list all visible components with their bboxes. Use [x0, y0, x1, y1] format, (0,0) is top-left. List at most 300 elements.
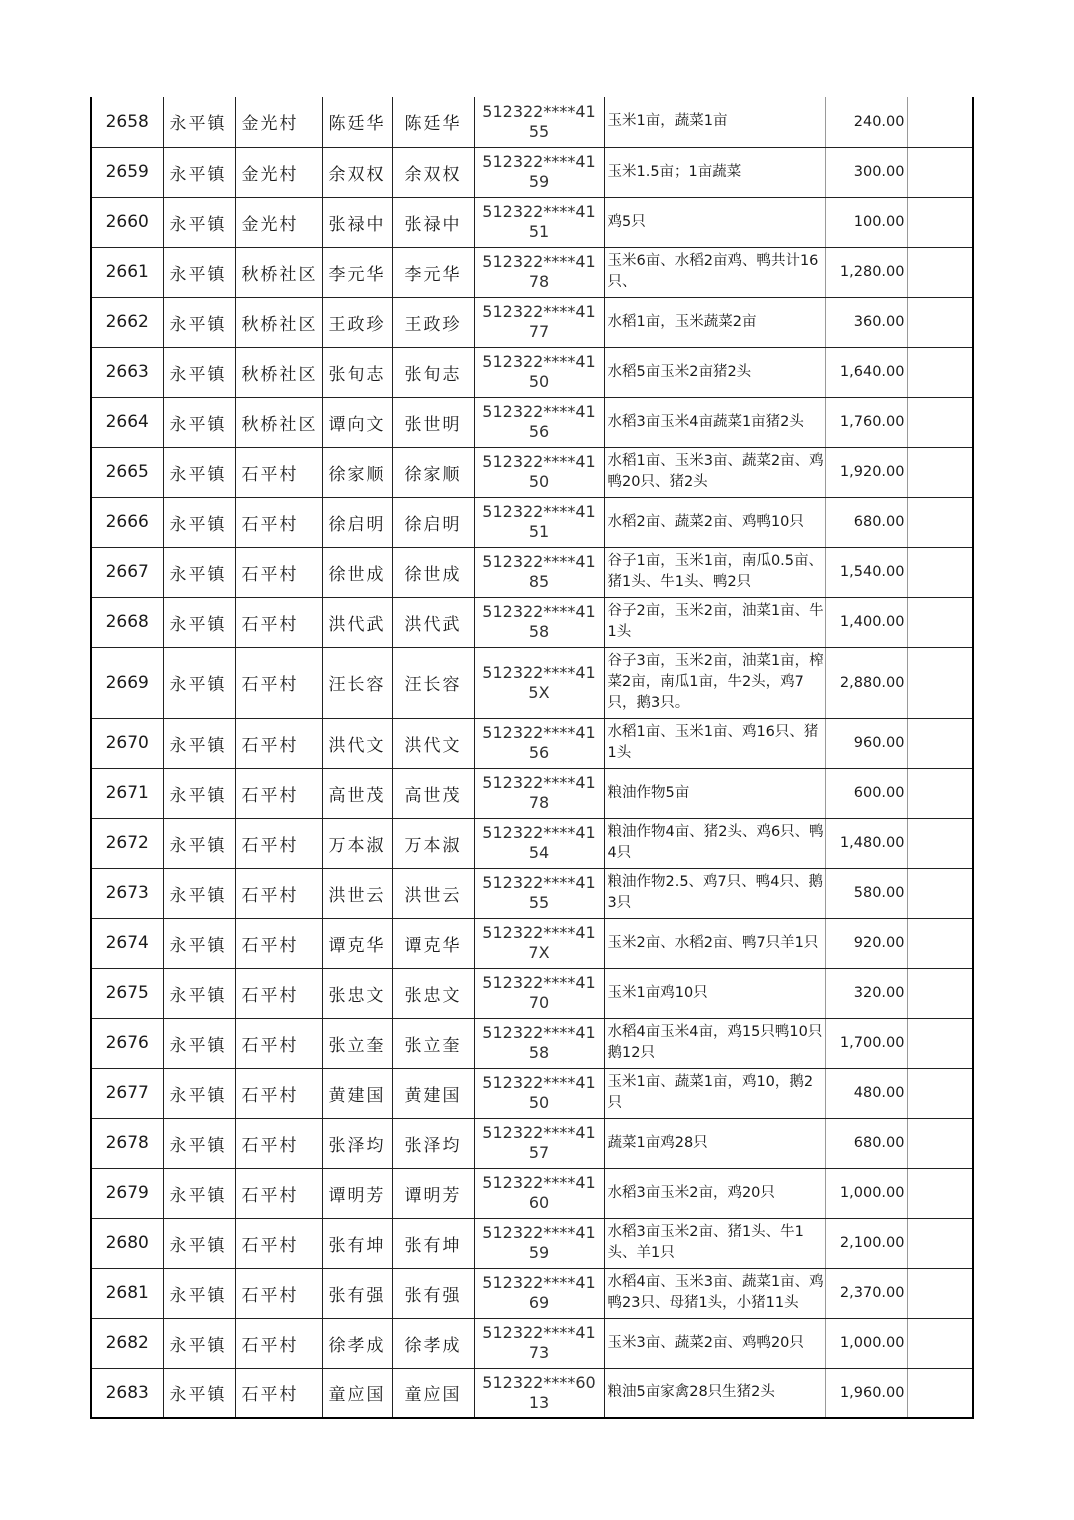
town-cell: 永平镇 — [163, 1168, 235, 1218]
amount-cell: 320.00 — [825, 968, 907, 1018]
id-number-line-2: 85 — [528, 572, 550, 591]
serial-number-cell: 2683 — [91, 1368, 163, 1418]
remark-cell — [907, 718, 973, 768]
id-number-cell — [474, 968, 604, 1018]
serial-number-cell: 2675 — [91, 968, 163, 1018]
village-cell: 石平村 — [235, 647, 322, 718]
id-number-line-1: 512322****41 — [482, 152, 596, 171]
item-cell: 水稻1亩，玉米蔬菜2亩 — [604, 297, 825, 347]
id-number-line-2: 51 — [528, 522, 550, 541]
remark-cell — [907, 347, 973, 397]
item-cell: 水稻3亩玉米2亩、猪1头、牛1头、羊1只 — [604, 1218, 825, 1268]
name-cell: 王政珍 — [322, 297, 392, 347]
remark-cell — [907, 397, 973, 447]
item-cell: 玉米1亩，蔬菜1亩 — [604, 97, 825, 147]
name-cell: 张有强 — [322, 1268, 392, 1318]
village-cell: 金光村 — [235, 97, 322, 147]
remark-cell — [907, 1268, 973, 1318]
payee-cell: 陈廷华 — [392, 97, 474, 147]
item-cell: 水稻1亩、玉米3亩、蔬菜2亩、鸡鸭20只、猪2头 — [604, 447, 825, 497]
id-number-line-1: 512322****41 — [482, 402, 596, 421]
name-cell: 万本淑 — [322, 818, 392, 868]
name-cell: 张泽均 — [322, 1118, 392, 1168]
payee-cell: 张泽均 — [392, 1118, 474, 1168]
name-cell: 汪长容 — [322, 647, 392, 718]
village-cell: 石平村 — [235, 768, 322, 818]
table-row — [91, 868, 973, 918]
village-cell: 石平村 — [235, 868, 322, 918]
id-number-line-2: 59 — [528, 1243, 550, 1262]
village-cell: 石平村 — [235, 1218, 322, 1268]
remark-cell — [907, 547, 973, 597]
payee-cell: 万本淑 — [392, 818, 474, 868]
id-number-line-2: 70 — [528, 993, 550, 1012]
serial-number-cell: 2661 — [91, 247, 163, 297]
serial-number-cell: 2663 — [91, 347, 163, 397]
id-number-line-2: 50 — [528, 472, 550, 491]
amount-cell: 240.00 — [825, 97, 907, 147]
item-cell: 玉米6亩、水稻2亩鸡、鸭共计16只、 — [604, 247, 825, 297]
name-cell: 徐家顺 — [322, 447, 392, 497]
amount-cell: 1,920.00 — [825, 447, 907, 497]
name-cell: 谭向文 — [322, 397, 392, 447]
id-number-cell — [474, 397, 604, 447]
amount-cell: 680.00 — [825, 497, 907, 547]
remark-cell — [907, 868, 973, 918]
remark-cell — [907, 97, 973, 147]
item-cell: 水稻3亩玉米2亩，鸡20只 — [604, 1168, 825, 1218]
table-row — [91, 1218, 973, 1268]
remark-cell — [907, 1068, 973, 1118]
table-row — [91, 297, 973, 347]
village-cell: 石平村 — [235, 818, 322, 868]
village-cell: 石平村 — [235, 497, 322, 547]
table-row — [91, 1268, 973, 1318]
town-cell: 永平镇 — [163, 647, 235, 718]
item-cell: 玉米2亩、水稻2亩、鸭7只羊1只 — [604, 918, 825, 968]
id-number-line-1: 512322****41 — [482, 873, 596, 892]
item-cell: 蔬菜1亩鸡28只 — [604, 1118, 825, 1168]
serial-number-cell: 2664 — [91, 397, 163, 447]
village-cell: 石平村 — [235, 547, 322, 597]
payee-cell: 谭明芳 — [392, 1168, 474, 1218]
id-number-line-1: 512322****41 — [482, 552, 596, 571]
table-row — [91, 968, 973, 1018]
payee-cell: 汪长容 — [392, 647, 474, 718]
id-number-cell — [474, 1368, 604, 1418]
town-cell: 永平镇 — [163, 547, 235, 597]
village-cell: 石平村 — [235, 1068, 322, 1118]
item-cell: 谷子3亩，玉米2亩，油菜1亩，榨菜2亩，南瓜1亩，牛2头，鸡7只，鹅3只。 — [604, 647, 825, 718]
id-number-cell — [474, 1268, 604, 1318]
item-cell: 水稻5亩玉米2亩猪2头 — [604, 347, 825, 397]
id-number-line-2: 73 — [528, 1343, 550, 1362]
payee-cell: 王政珍 — [392, 297, 474, 347]
id-number-line-1: 512322****41 — [482, 202, 596, 221]
name-cell: 洪世云 — [322, 868, 392, 918]
item-cell: 玉米1亩鸡10只 — [604, 968, 825, 1018]
serial-number-cell: 2676 — [91, 1018, 163, 1068]
id-number-line-2: 57 — [528, 1143, 550, 1162]
id-number-line-1: 512322****41 — [482, 923, 596, 942]
id-number-cell — [474, 1068, 604, 1118]
id-number-line-1: 512322****41 — [482, 1123, 596, 1142]
town-cell: 永平镇 — [163, 868, 235, 918]
remark-cell — [907, 297, 973, 347]
payee-cell: 张立奎 — [392, 1018, 474, 1068]
table-row — [91, 447, 973, 497]
id-number-cell — [474, 1018, 604, 1068]
town-cell: 永平镇 — [163, 768, 235, 818]
village-cell: 金光村 — [235, 147, 322, 197]
amount-cell: 1,000.00 — [825, 1318, 907, 1368]
amount-cell: 2,880.00 — [825, 647, 907, 718]
payee-cell: 洪代文 — [392, 718, 474, 768]
remark-cell — [907, 1318, 973, 1368]
id-number-line-1: 512322****41 — [482, 1273, 596, 1292]
item-cell: 水稻1亩、玉米1亩、鸡16只、猪1头 — [604, 718, 825, 768]
item-cell: 谷子2亩，玉米2亩，油菜1亩、牛1头 — [604, 597, 825, 647]
amount-cell: 960.00 — [825, 718, 907, 768]
id-number-line-1: 512322****41 — [482, 1173, 596, 1192]
town-cell: 永平镇 — [163, 347, 235, 397]
id-number-cell — [474, 1218, 604, 1268]
payee-cell: 洪代武 — [392, 597, 474, 647]
item-cell: 粮油作物2.5、鸡7只、鸭4只、鹅3只 — [604, 868, 825, 918]
table-row — [91, 1118, 973, 1168]
item-cell: 水稻4亩、玉米3亩、蔬菜1亩、鸡鸭23只、母猪1头，小猪11头 — [604, 1268, 825, 1318]
payee-cell: 徐启明 — [392, 497, 474, 547]
table-row — [91, 547, 973, 597]
payee-cell: 徐家顺 — [392, 447, 474, 497]
payee-cell: 张禄中 — [392, 197, 474, 247]
id-number-cell — [474, 97, 604, 147]
remark-cell — [907, 447, 973, 497]
payee-cell: 徐世成 — [392, 547, 474, 597]
id-number-cell — [474, 1118, 604, 1168]
id-number-line-2: 78 — [528, 272, 550, 291]
town-cell: 永平镇 — [163, 718, 235, 768]
serial-number-cell: 2659 — [91, 147, 163, 197]
id-number-line-2: 78 — [528, 793, 550, 812]
id-number-line-1: 512322****41 — [482, 823, 596, 842]
item-cell: 玉米3亩、蔬菜2亩、鸡鸭20只 — [604, 1318, 825, 1368]
remark-cell — [907, 968, 973, 1018]
remark-cell — [907, 768, 973, 818]
serial-number-cell: 2666 — [91, 497, 163, 547]
remark-cell — [907, 818, 973, 868]
id-number-cell — [474, 918, 604, 968]
id-number-cell — [474, 768, 604, 818]
payee-cell: 张有坤 — [392, 1218, 474, 1268]
serial-number-cell: 2672 — [91, 818, 163, 868]
serial-number-cell: 2662 — [91, 297, 163, 347]
payee-cell: 谭克华 — [392, 918, 474, 968]
subsidy-table — [90, 97, 974, 1419]
amount-cell: 480.00 — [825, 1068, 907, 1118]
id-number-line-2: 58 — [528, 1043, 550, 1062]
table-row — [91, 768, 973, 818]
name-cell: 谭明芳 — [322, 1168, 392, 1218]
village-cell: 石平村 — [235, 718, 322, 768]
village-cell: 秋桥社区 — [235, 247, 322, 297]
id-number-line-1: 512322****41 — [482, 1073, 596, 1092]
id-number-cell — [474, 718, 604, 768]
village-cell: 石平村 — [235, 1018, 322, 1068]
id-number-cell — [474, 297, 604, 347]
name-cell: 张立奎 — [322, 1018, 392, 1068]
village-cell: 石平村 — [235, 968, 322, 1018]
id-number-line-1: 512322****41 — [482, 1323, 596, 1342]
name-cell: 陈廷华 — [322, 97, 392, 147]
item-cell: 玉米1亩、蔬菜1亩，鸡10，鹅2只 — [604, 1068, 825, 1118]
remark-cell — [907, 197, 973, 247]
serial-number-cell: 2658 — [91, 97, 163, 147]
id-number-cell — [474, 497, 604, 547]
id-number-line-1: 512322****41 — [482, 252, 596, 271]
name-cell: 张禄中 — [322, 197, 392, 247]
table-row — [91, 247, 973, 297]
id-number-cell — [474, 197, 604, 247]
amount-cell: 1,000.00 — [825, 1168, 907, 1218]
village-cell: 金光村 — [235, 197, 322, 247]
village-cell: 石平村 — [235, 447, 322, 497]
item-cell: 玉米1.5亩；1亩蔬菜 — [604, 147, 825, 197]
serial-number-cell: 2669 — [91, 647, 163, 718]
remark-cell — [907, 1218, 973, 1268]
serial-number-cell: 2667 — [91, 547, 163, 597]
town-cell: 永平镇 — [163, 397, 235, 447]
serial-number-cell: 2677 — [91, 1068, 163, 1118]
village-cell: 秋桥社区 — [235, 297, 322, 347]
payee-cell: 徐孝成 — [392, 1318, 474, 1368]
item-cell: 鸡5只 — [604, 197, 825, 247]
payee-cell: 童应国 — [392, 1368, 474, 1418]
table-row — [91, 1168, 973, 1218]
town-cell: 永平镇 — [163, 968, 235, 1018]
remark-cell — [907, 247, 973, 297]
remark-cell — [907, 497, 973, 547]
remark-cell — [907, 1168, 973, 1218]
amount-cell: 920.00 — [825, 918, 907, 968]
name-cell: 洪代武 — [322, 597, 392, 647]
payee-cell: 高世茂 — [392, 768, 474, 818]
serial-number-cell: 2668 — [91, 597, 163, 647]
village-cell: 石平村 — [235, 1118, 322, 1168]
payee-cell: 张旬志 — [392, 347, 474, 397]
serial-number-cell: 2682 — [91, 1318, 163, 1368]
town-cell: 永平镇 — [163, 1218, 235, 1268]
id-number-line-2: 69 — [528, 1293, 550, 1312]
id-number-line-2: 55 — [528, 893, 550, 912]
name-cell: 徐世成 — [322, 547, 392, 597]
amount-cell: 2,100.00 — [825, 1218, 907, 1268]
id-number-line-2: 58 — [528, 622, 550, 641]
item-cell: 粮油5亩家禽28只生猪2头 — [604, 1368, 825, 1418]
name-cell: 张有坤 — [322, 1218, 392, 1268]
table-body — [91, 97, 973, 1418]
id-number-line-2: 56 — [528, 743, 550, 762]
table-row — [91, 397, 973, 447]
id-number-cell — [474, 818, 604, 868]
remark-cell — [907, 1368, 973, 1418]
village-cell: 秋桥社区 — [235, 397, 322, 447]
item-cell: 水稻2亩、蔬菜2亩、鸡鸭10只 — [604, 497, 825, 547]
id-number-line-2: 54 — [528, 843, 550, 862]
town-cell: 永平镇 — [163, 197, 235, 247]
id-number-cell — [474, 1318, 604, 1368]
id-number-line-1: 512322****41 — [482, 723, 596, 742]
id-number-cell — [474, 597, 604, 647]
town-cell: 永平镇 — [163, 1368, 235, 1418]
amount-cell: 100.00 — [825, 197, 907, 247]
amount-cell: 1,700.00 — [825, 1018, 907, 1068]
village-cell: 石平村 — [235, 1368, 322, 1418]
town-cell: 永平镇 — [163, 147, 235, 197]
table-row — [91, 718, 973, 768]
payee-cell: 余双权 — [392, 147, 474, 197]
remark-cell — [907, 1118, 973, 1168]
amount-cell: 1,280.00 — [825, 247, 907, 297]
id-number-line-2: 50 — [528, 372, 550, 391]
amount-cell: 680.00 — [825, 1118, 907, 1168]
table-row — [91, 1368, 973, 1418]
amount-cell: 1,760.00 — [825, 397, 907, 447]
serial-number-cell: 2678 — [91, 1118, 163, 1168]
table-row — [91, 197, 973, 247]
amount-cell: 300.00 — [825, 147, 907, 197]
name-cell: 高世茂 — [322, 768, 392, 818]
table-row — [91, 818, 973, 868]
id-number-line-1: 512322****41 — [482, 662, 596, 682]
payee-cell: 张忠文 — [392, 968, 474, 1018]
id-number-line-2: 5X — [528, 682, 550, 702]
serial-number-cell: 2674 — [91, 918, 163, 968]
town-cell: 永平镇 — [163, 247, 235, 297]
serial-number-cell: 2671 — [91, 768, 163, 818]
remark-cell — [907, 1018, 973, 1068]
id-number-line-2: 60 — [528, 1193, 550, 1212]
name-cell: 张旬志 — [322, 347, 392, 397]
town-cell: 永平镇 — [163, 597, 235, 647]
id-number-line-1: 512322****41 — [482, 1023, 596, 1042]
amount-cell: 1,640.00 — [825, 347, 907, 397]
town-cell: 永平镇 — [163, 918, 235, 968]
id-number-cell — [474, 347, 604, 397]
id-number-line-2: 56 — [528, 422, 550, 441]
serial-number-cell: 2670 — [91, 718, 163, 768]
id-number-cell — [474, 1168, 604, 1218]
id-number-line-1: 512322****41 — [482, 602, 596, 621]
remark-cell — [907, 647, 973, 718]
serial-number-cell: 2681 — [91, 1268, 163, 1318]
village-cell: 秋桥社区 — [235, 347, 322, 397]
town-cell: 永平镇 — [163, 297, 235, 347]
serial-number-cell: 2660 — [91, 197, 163, 247]
id-number-cell — [474, 547, 604, 597]
item-cell: 水稻4亩玉米4亩，鸡15只鸭10只鹅12只 — [604, 1018, 825, 1068]
village-cell: 石平村 — [235, 1168, 322, 1218]
item-cell: 粮油作物5亩 — [604, 768, 825, 818]
town-cell: 永平镇 — [163, 1018, 235, 1068]
id-number-cell — [474, 447, 604, 497]
town-cell: 永平镇 — [163, 447, 235, 497]
table-row — [91, 1068, 973, 1118]
payee-cell: 黄建国 — [392, 1068, 474, 1118]
payee-cell: 张世明 — [392, 397, 474, 447]
name-cell: 李元华 — [322, 247, 392, 297]
table-row — [91, 647, 973, 718]
id-number-line-1: 512322****41 — [482, 773, 596, 792]
name-cell: 张忠文 — [322, 968, 392, 1018]
id-number-line-1: 512322****41 — [482, 101, 596, 121]
id-number-line-1: 512322****41 — [482, 1223, 596, 1242]
id-number-line-1: 512322****41 — [482, 502, 596, 521]
name-cell: 黄建国 — [322, 1068, 392, 1118]
name-cell: 徐孝成 — [322, 1318, 392, 1368]
amount-cell: 360.00 — [825, 297, 907, 347]
remark-cell — [907, 147, 973, 197]
id-number-line-1: 512322****41 — [482, 973, 596, 992]
id-number-line-1: 512322****41 — [482, 452, 596, 471]
serial-number-cell: 2680 — [91, 1218, 163, 1268]
payee-cell: 张有强 — [392, 1268, 474, 1318]
village-cell: 石平村 — [235, 597, 322, 647]
amount-cell: 580.00 — [825, 868, 907, 918]
name-cell: 洪代文 — [322, 718, 392, 768]
id-number-line-2: 77 — [528, 322, 550, 341]
id-number-line-2: 7X — [528, 943, 550, 962]
id-number-line-2: 59 — [528, 172, 550, 191]
item-cell: 粮油作物4亩、猪2头、鸡6只、鸭4只 — [604, 818, 825, 868]
id-number-line-2: 13 — [528, 1392, 550, 1412]
serial-number-cell: 2665 — [91, 447, 163, 497]
table-row — [91, 1018, 973, 1068]
id-number-line-2: 51 — [528, 222, 550, 241]
name-cell: 余双权 — [322, 147, 392, 197]
table-row — [91, 97, 973, 147]
table-row — [91, 347, 973, 397]
town-cell: 永平镇 — [163, 97, 235, 147]
id-number-line-1: 512322****41 — [482, 352, 596, 371]
id-number-cell — [474, 147, 604, 197]
id-number-line-1: 512322****41 — [482, 302, 596, 321]
id-number-cell — [474, 247, 604, 297]
table-row — [91, 597, 973, 647]
item-cell: 谷子1亩，玉米1亩，南瓜0.5亩、猪1头、牛1头、鸭2只 — [604, 547, 825, 597]
village-cell: 石平村 — [235, 1268, 322, 1318]
name-cell: 童应国 — [322, 1368, 392, 1418]
town-cell: 永平镇 — [163, 1118, 235, 1168]
name-cell: 徐启明 — [322, 497, 392, 547]
town-cell: 永平镇 — [163, 1318, 235, 1368]
amount-cell: 2,370.00 — [825, 1268, 907, 1318]
amount-cell: 600.00 — [825, 768, 907, 818]
id-number-line-1: 512322****60 — [482, 1372, 596, 1392]
remark-cell — [907, 597, 973, 647]
table-row — [91, 147, 973, 197]
table-row — [91, 497, 973, 547]
town-cell: 永平镇 — [163, 1068, 235, 1118]
id-number-line-2: 55 — [528, 121, 550, 141]
name-cell: 谭克华 — [322, 918, 392, 968]
village-cell: 石平村 — [235, 918, 322, 968]
amount-cell: 1,960.00 — [825, 1368, 907, 1418]
table-row — [91, 1318, 973, 1368]
town-cell: 永平镇 — [163, 818, 235, 868]
payee-cell: 洪世云 — [392, 868, 474, 918]
remark-cell — [907, 918, 973, 968]
